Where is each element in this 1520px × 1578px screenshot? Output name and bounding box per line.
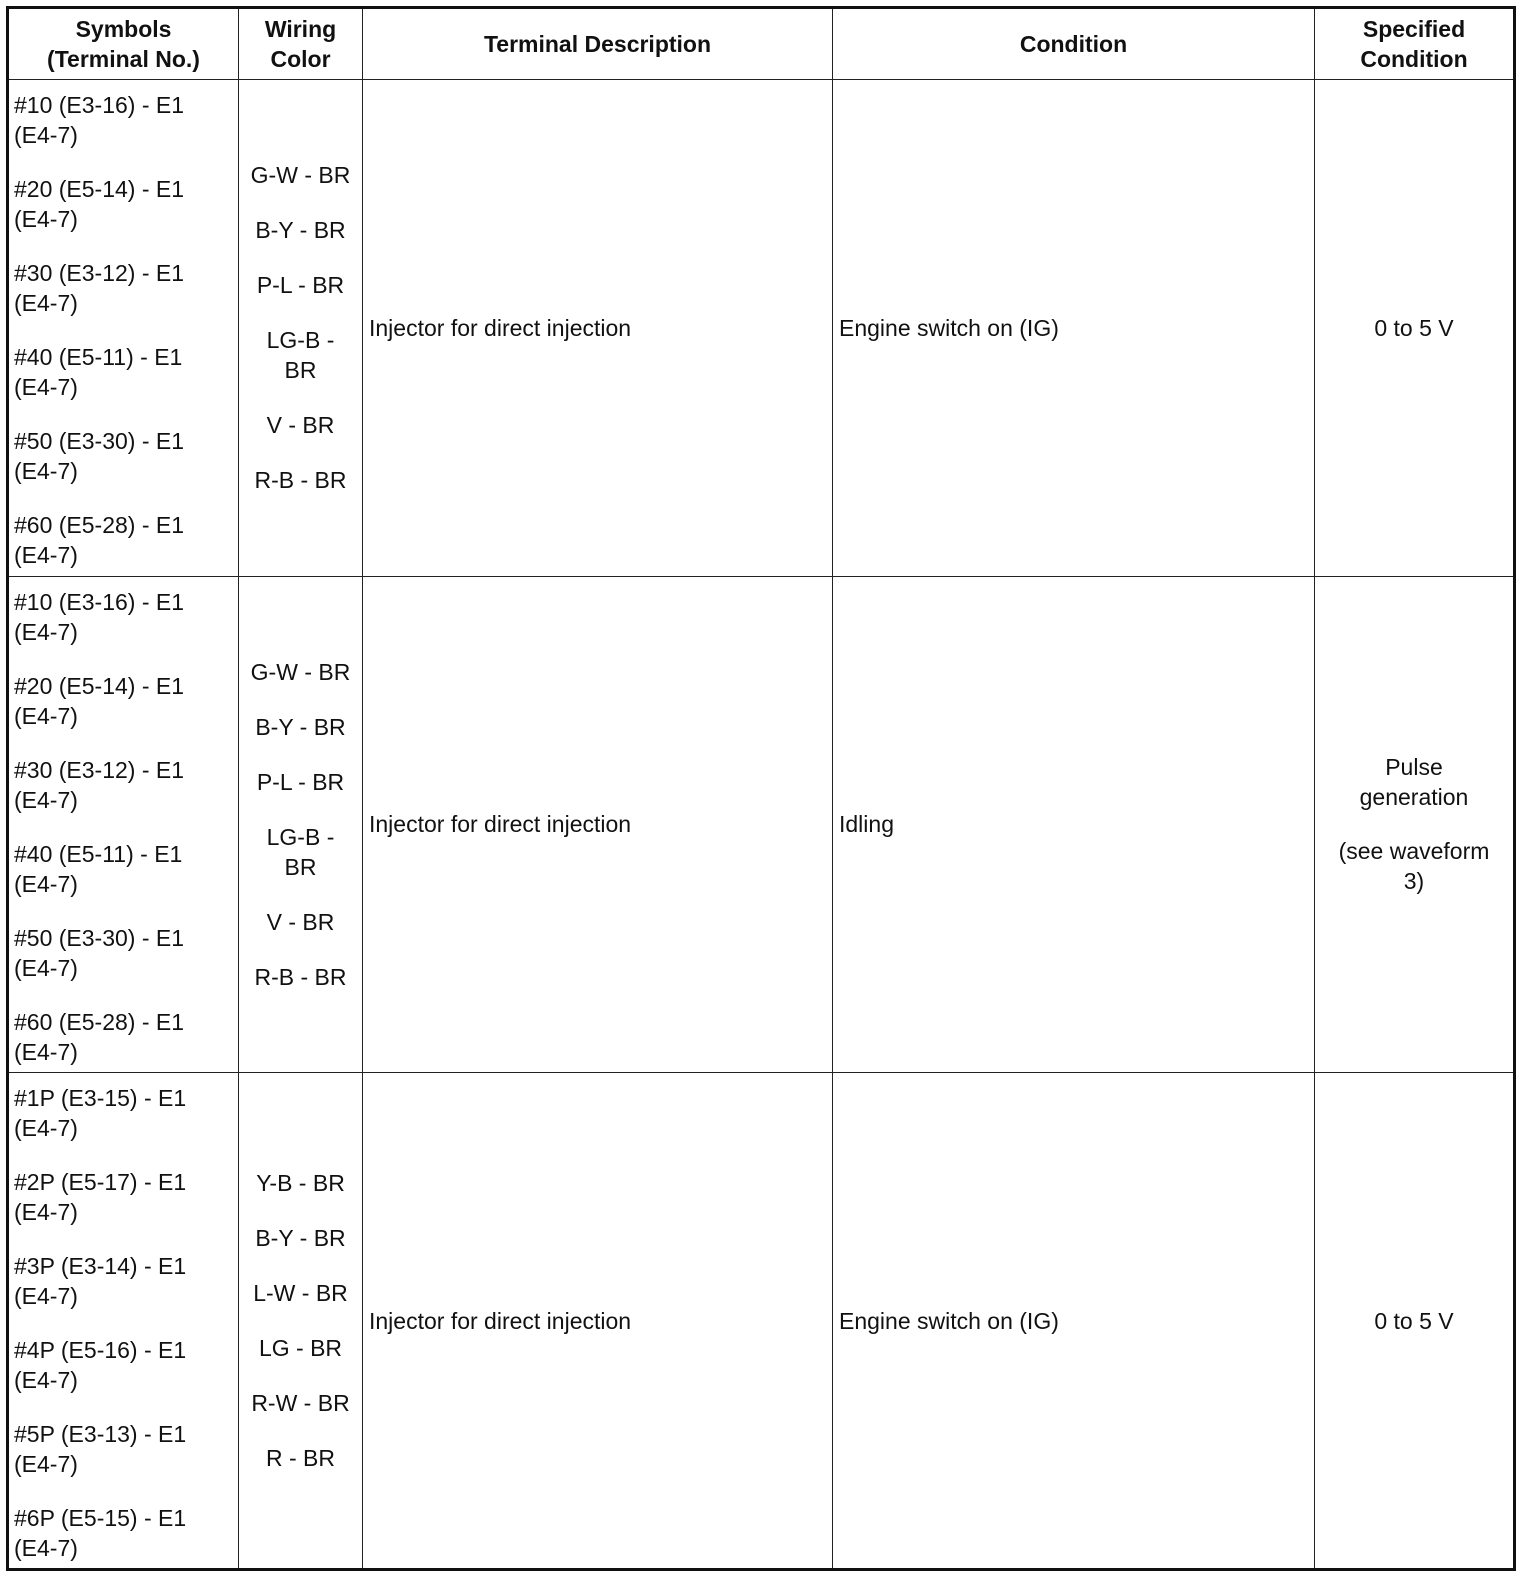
cell-wiring-color (239, 1073, 363, 1570)
terminal-symbol: #60 (E5-28) - E1 (E4-7) (14, 1008, 185, 1065)
cell-wiring-color (239, 80, 363, 577)
terminal-symbol: #30 (E3-12) - E1 (E4-7) (14, 756, 185, 813)
wiring-color: Y-B - BR (256, 1170, 345, 1197)
wiring-color: G-W - BR (250, 162, 351, 189)
specified-value: 0 to 5 V (1374, 314, 1454, 341)
table-row (8, 1073, 1515, 1570)
terminal-symbol: #2P (E5-17) - E1 (E4-7) (14, 1169, 187, 1226)
header-symbols-line: Symbols (75, 16, 172, 42)
cell-terminal-description: Injector for direct injection (363, 1073, 833, 1570)
wiring-color: B-Y - BR (255, 217, 346, 244)
terminal-symbol: #6P (E5-15) - E1 (E4-7) (14, 1505, 187, 1562)
header-terminal-description: Terminal Description (363, 8, 833, 80)
terminal-symbol: #10 (E3-16) - E1 (E4-7) (14, 588, 185, 645)
header-specified-condition-line: Specified (1362, 16, 1466, 42)
wiring-color: B-Y - BR (255, 713, 346, 740)
cell-symbols (8, 1073, 239, 1570)
terminal-symbol: #1P (E3-15) - E1 (E4-7) (14, 1085, 187, 1142)
wiring-color: LG-B - BR (266, 823, 335, 880)
cell-condition: Idling (833, 576, 1315, 1073)
terminal-symbol: #60 (E5-28) - E1 (E4-7) (14, 512, 185, 568)
wiring-color: R-W - BR (251, 1390, 350, 1417)
terminal-symbol: #40 (E5-11) - E1 (E4-7) (14, 840, 183, 897)
wiring-color: R-B - BR (254, 963, 347, 990)
terminal-symbol: #10 (E3-16) - E1 (E4-7) (14, 92, 185, 148)
wiring-color: L-W - BR (253, 1280, 348, 1307)
header-wiring-color-line: Color (270, 46, 331, 72)
terminal-symbol: #50 (E3-30) - E1 (E4-7) (14, 924, 185, 981)
header-condition: Condition (833, 8, 1315, 80)
cell-condition: Engine switch on (IG) (833, 1073, 1315, 1570)
header-symbols-line: (Terminal No.) (47, 46, 200, 72)
wiring-color: R - BR (266, 1445, 335, 1472)
terminal-symbol: #4P (E5-16) - E1 (E4-7) (14, 1337, 187, 1394)
cell-terminal-description: Injector for direct injection (363, 80, 833, 577)
terminal-symbol: #3P (E3-14) - E1 (E4-7) (14, 1253, 187, 1310)
cell-wiring-color (239, 576, 363, 1073)
specified-value: 0 to 5 V (1374, 1307, 1454, 1334)
specified-value: (see waveform 3) (1338, 838, 1490, 895)
terminal-symbol: #40 (E5-11) - E1 (E4-7) (14, 344, 183, 400)
cell-condition: Engine switch on (IG) (833, 80, 1315, 577)
terminal-symbol: #30 (E3-12) - E1 (E4-7) (14, 260, 185, 316)
wiring-color: G-W - BR (250, 658, 351, 685)
terminal-spec-table (6, 6, 1516, 1571)
header-specified-condition (1315, 8, 1515, 80)
cell-symbols (8, 576, 239, 1073)
header-wiring-color-line: Wiring (264, 16, 337, 42)
cell-symbols (8, 80, 239, 577)
header-symbols (8, 8, 239, 80)
wiring-color: B-Y - BR (255, 1225, 346, 1252)
table-row (8, 80, 1515, 577)
wiring-color: V - BR (266, 908, 335, 935)
wiring-color: P-L - BR (256, 272, 345, 299)
cell-specified-condition (1315, 1073, 1515, 1570)
terminal-symbol: #50 (E3-30) - E1 (E4-7) (14, 428, 185, 484)
specified-value: Pulse generation (1359, 754, 1469, 811)
cell-specified-condition (1315, 576, 1515, 1073)
header-wiring-color (239, 8, 363, 80)
header-specified-condition-line: Condition (1360, 46, 1468, 72)
cell-specified-condition (1315, 80, 1515, 577)
terminal-symbol: #5P (E3-13) - E1 (E4-7) (14, 1421, 187, 1478)
terminal-symbol: #20 (E5-14) - E1 (E4-7) (14, 176, 185, 232)
header-row (8, 8, 1515, 80)
wiring-color: V - BR (266, 412, 335, 439)
wiring-color: P-L - BR (256, 768, 345, 795)
cell-terminal-description: Injector for direct injection (363, 576, 833, 1073)
wiring-color: LG-B - BR (266, 327, 335, 384)
terminal-symbol: #20 (E5-14) - E1 (E4-7) (14, 672, 185, 729)
wiring-color: LG - BR (258, 1335, 343, 1362)
table-row (8, 576, 1515, 1073)
wiring-color: R-B - BR (254, 467, 347, 494)
